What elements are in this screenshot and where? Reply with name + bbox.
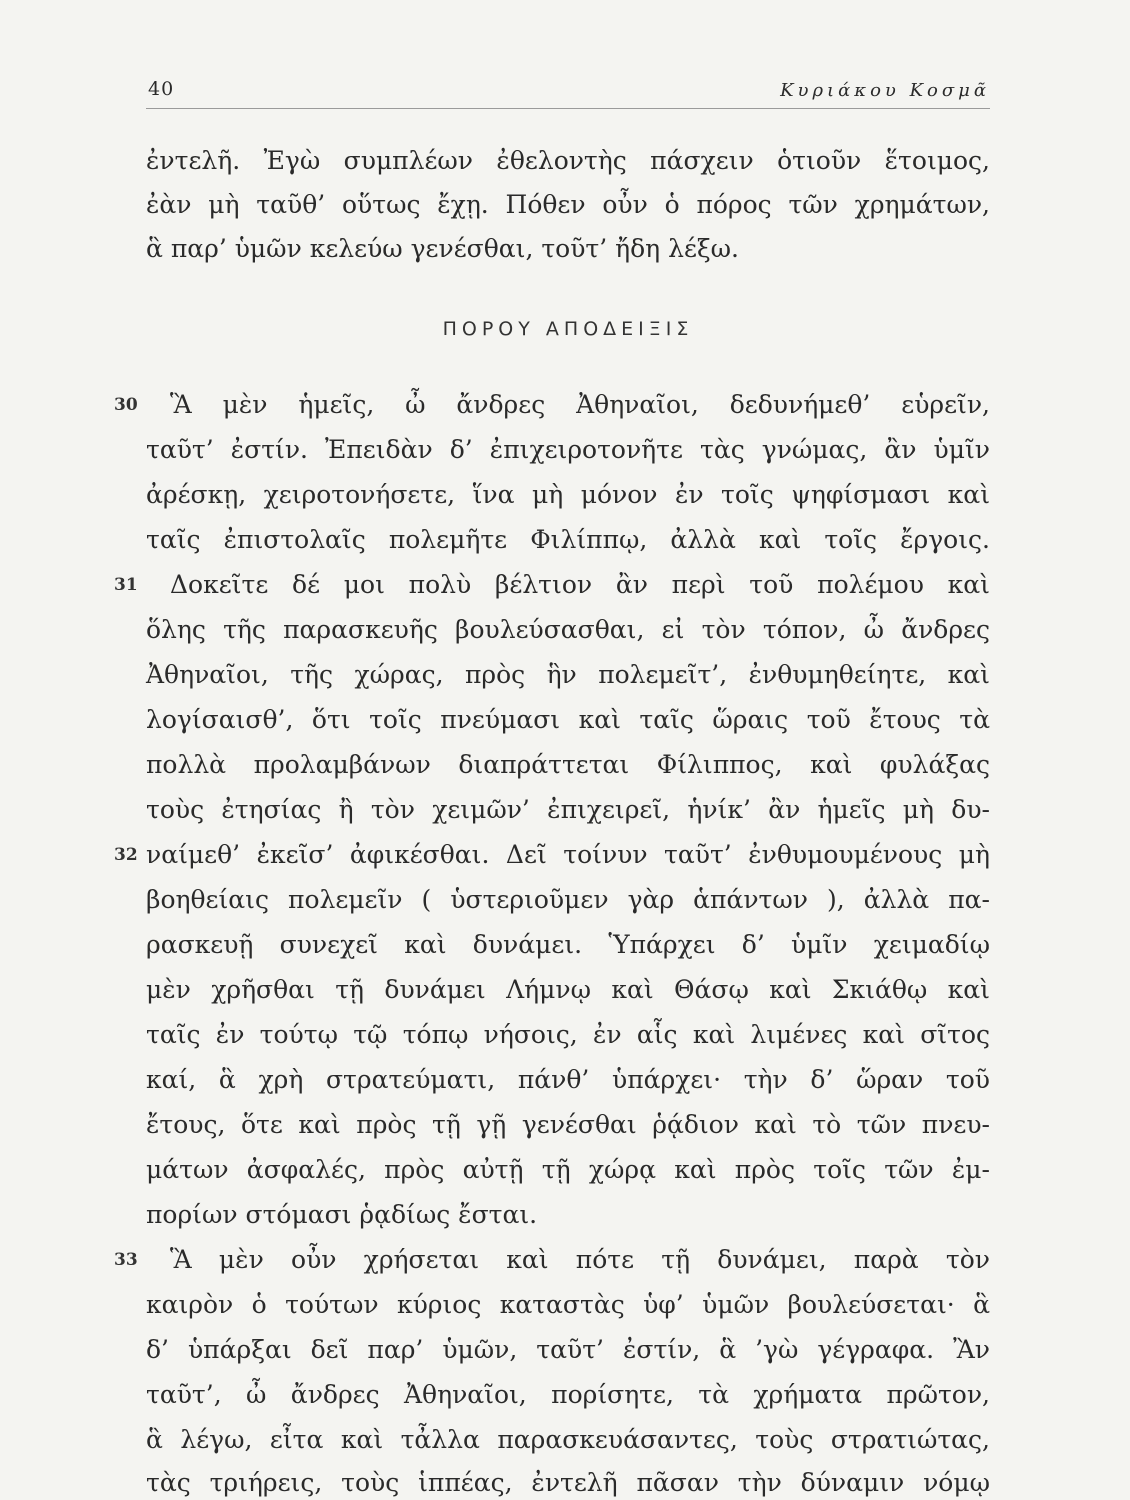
page-number: 40 [148,78,175,100]
text-line: καί, ἃ χρὴ στρατεύματι, πάνθ’ ὑπάρχει· τὴν δ’ ὥραν τοῦ [146,1065,990,1094]
text-line: τὰς τριήρεις, τοὺς ἱππέας, ἐντελῆ πᾶσαν τὴν δύναμιν νόμῳ [146,1468,990,1497]
text-line: ταῖς ἐπιστολαῖς πολεμῆτε Φιλίππῳ, ἀλλὰ καὶ τοῖς ἔργοις. [146,525,990,554]
section-heading: ΠΟΡΟΥ ΑΠΟΔΕΙΞΙΣ [442,318,694,340]
text-line: ἐὰν μὴ ταῦθ’ οὕτως ἔχῃ. Πόθεν οὖν ὁ πόρος τῶν χρημάτων, [146,190,990,219]
text-line: Ἃ μὲν ἡμεῖς, ὦ ἄνδρες Ἀθηναῖοι, δεδυνήμεθ’ εὑρεῖν, [170,390,990,419]
text-line: ἃ παρ’ ὑμῶν κελεύω γενέσθαι, τοῦτ’ ἤδη λέξω. [146,234,740,263]
text-line: ἐντελῆ. Ἐγὼ συμπλέων ἐθελοντὴς πάσχειν ὁτιοῦν ἕτοιμος, [146,146,990,175]
text-line: βοηθείαις πολεμεῖν ( ὑστεριοῦμεν γὰρ ἁπάντων ), ἀλλὰ πα- [146,885,990,914]
text-line: καιρὸν ὁ τούτων κύριος καταστὰς ὑφ’ ὑμῶν βουλεύσεται· ἃ [146,1290,990,1319]
section-number: 33 [114,1250,138,1270]
text-line: ταῦτ’ ἐστίν. Ἐπειδὰν δ’ ἐπιχειροτονῆτε τὰς γνώμας, ἂν ὑμῖν [146,435,990,464]
section-number: 32 [114,845,138,865]
text-line: ναίμεθ’ ἐκεῖσ’ ἀφικέσθαι. Δεῖ τοίνυν ταῦτ’ ἐνθυμουμένους μὴ [146,840,990,869]
running-title: Κυριάκου Κοσμᾶ [780,80,990,101]
running-head [146,74,990,109]
section-number: 30 [114,395,138,415]
text-line: Ἀθηναῖοι, τῆς χώρας, πρὸς ἣν πολεμεῖτ’, ἐνθυμηθείητε, καὶ [146,660,990,689]
text-line: ἔτους, ὅτε καὶ πρὸς τῇ γῇ γενέσθαι ῥᾴδιον καὶ τὸ τῶν πνευ- [146,1110,990,1139]
text-line: ἀρέσκῃ, χειροτονήσετε, ἵνα μὴ μόνον ἐν τοῖς ψηφίσμασι καὶ [146,480,990,509]
text-line: πορίων στόμασι ῥᾳδίως ἔσται. [146,1200,538,1229]
text-line: λογίσαισθ’, ὅτι τοῖς πνεύμασι καὶ ταῖς ὥραις τοῦ ἔτους τὰ [146,705,990,734]
text-line: Ἃ μὲν οὖν χρήσεται καὶ πότε τῇ δυνάμει, παρὰ τὸν [170,1245,990,1274]
text-line: ταῖς ἐν τούτῳ τῷ τόπῳ νήσοις, ἐν αἷς καὶ λιμένες καὶ σῖτος [146,1020,990,1049]
text-line: ταῦτ’, ὦ ἄνδρες Ἀθηναῖοι, πορίσητε, τὰ χρήματα πρῶτον, [146,1380,990,1409]
text-line: Δοκεῖτε δέ μοι πολὺ βέλτιον ἂν περὶ τοῦ πολέμου καὶ [170,570,990,599]
text-line: πολλὰ προλαμβάνων διαπράττεται Φίλιππος, καὶ φυλάξας [146,750,990,779]
text-line: ἃ λέγω, εἶτα καὶ τἆλλα παρασκευάσαντες, τοὺς στρατιώτας, [146,1425,990,1454]
text-line: μάτων ἀσφαλές, πρὸς αὐτῇ τῇ χώρᾳ καὶ πρὸς τοῖς τῶν ἐμ- [146,1155,990,1184]
text-line: τοὺς ἐτησίας ἢ τὸν χειμῶν’ ἐπιχειρεῖ, ἡνίκ’ ἂν ἡμεῖς μὴ δυ- [146,795,990,824]
section-number: 31 [114,575,138,595]
text-line: δ’ ὑπάρξαι δεῖ παρ’ ὑμῶν, ταῦτ’ ἐστίν, ἃ ’γὼ γέγραφα. Ἂν [146,1335,990,1364]
text-line: ρασκευῇ συνεχεῖ καὶ δυνάμει. Ὑπάρχει δ’ ὑμῖν χειμαδίῳ [146,930,990,959]
text-line: ὅλης τῆς παρασκευῆς βουλεύσασθαι, εἰ τὸν τόπον, ὦ ἄνδρες [146,615,990,644]
text-line: μὲν χρῆσθαι τῇ δυνάμει Λήμνῳ καὶ Θάσῳ καὶ Σκιάθῳ καὶ [146,975,990,1004]
